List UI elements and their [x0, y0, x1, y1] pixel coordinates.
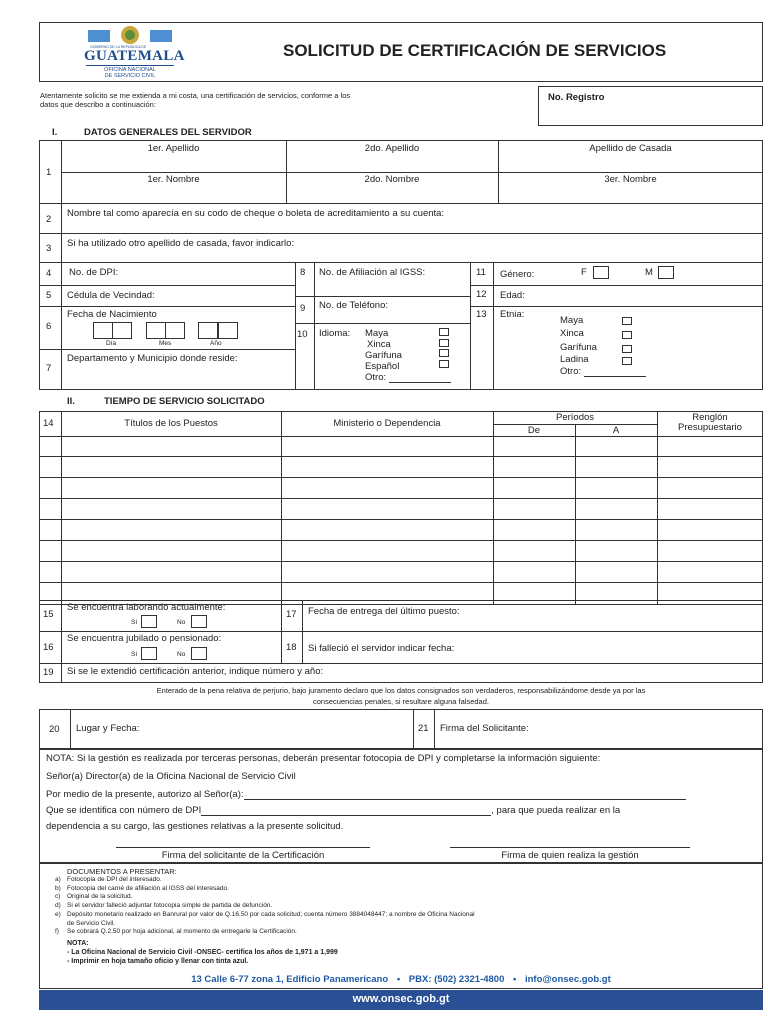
dia-box-1[interactable]: [93, 322, 113, 339]
jubilado-label: Se encuentra jubilado o pensionado:: [67, 633, 222, 644]
etnia-maya: Maya: [560, 315, 584, 326]
idioma-otro-line[interactable]: [389, 373, 451, 383]
sign-left-label: Firma del solicitante de la Certificación: [161, 850, 325, 861]
mes-box-1[interactable]: [146, 322, 166, 339]
logo-top-text: GOBIERNO DE LA REPÚBLICA DE: [90, 45, 147, 49]
footer-sep-1: •: [396, 974, 401, 985]
row8-num: 8: [300, 267, 306, 278]
row19-num: 19: [43, 667, 54, 678]
document-item-text: Fotocopia de DPI del interesado.: [67, 876, 162, 883]
footer-contact: [39, 974, 763, 985]
document-item-letter: f): [55, 928, 59, 936]
igss-label: No. de Afiliación al IGSS:: [319, 267, 426, 278]
mes-box-2[interactable]: [165, 322, 185, 339]
section1-title: DATOS GENERALES DEL SERVIDOR: [84, 127, 252, 138]
idioma-espanol-checkbox[interactable]: [439, 360, 449, 368]
etnia-maya-checkbox[interactable]: [622, 317, 632, 325]
depto-label: Departamento y Municipio donde reside:: [67, 353, 238, 364]
idioma-maya: Maya: [365, 328, 389, 339]
row1-num: 1: [46, 167, 52, 178]
col-periodos: Períodos: [555, 412, 595, 423]
document-item-text: Depósito monetario realizado en Banrural por valor de Q.16.50 por cada solicitud; cuenta número 3884048447; a nombre de Oficina Nacional: [67, 910, 475, 918]
genero-m-label: M: [645, 267, 653, 278]
nota-line4: [46, 805, 620, 816]
document-item-text: Se cobrará Q.2.50 por hoja adicional, al momento de entregarle la Certificación.: [67, 928, 297, 936]
autorizado-line[interactable]: [244, 790, 686, 800]
nombre1-label: 1er. Nombre: [147, 174, 200, 185]
etnia-otro: [560, 366, 646, 377]
document-item-text: Si el servidor falleció adjuntar fotocopia simple de partida de defunción.: [67, 902, 273, 910]
idioma-otro: [365, 372, 451, 383]
row9-num: 9: [300, 303, 306, 314]
edad-label: Edad:: [500, 290, 525, 301]
footer-address: 13 Calle 6-77 zona 1, Edificio Panamericano: [191, 974, 389, 985]
section1-num: I.: [52, 127, 58, 138]
signature-table: [39, 709, 763, 749]
document-item-letter: c): [55, 893, 61, 901]
etnia-garifuna: Garífuna: [560, 342, 597, 353]
cedula-label: Cédula de Vecindad:: [67, 290, 155, 301]
document-item-text: Fotocopia del carné de afiliación al IGSS del interesado.: [67, 884, 229, 892]
row20-num: 20: [49, 724, 60, 735]
genero-label: Género:: [500, 269, 535, 280]
row16-num: 16: [43, 642, 54, 653]
mes-label: Mes: [159, 340, 172, 347]
etnia-xinca-checkbox[interactable]: [622, 331, 632, 339]
idioma-espanol: Español: [365, 361, 400, 372]
jubilado-si: Sí: [131, 651, 138, 658]
row21-num: 21: [418, 723, 429, 734]
nota-line5: dependencia a su cargo, las gestiones relativas a la presente solicitud.: [46, 821, 344, 832]
etnia-ladina-checkbox[interactable]: [622, 357, 632, 365]
fecha-nac-label: Fecha de Nacimiento: [67, 309, 157, 320]
page-title: SOLICITUD DE CERTIFICACIÓN DE SERVICIOS: [283, 41, 667, 60]
declaration-line1: Enterado de la pena relativa de perjurio, bajo juramento declaro que los datos consignados son verdaderos, responsabilizándome desde ya por las: [156, 686, 646, 695]
idioma-xinca: Xinca: [367, 339, 391, 350]
sign-left-line[interactable]: [116, 847, 370, 848]
nota-line3-label: Por medio de la presente, autorizo al Señor(a):: [46, 789, 244, 800]
idioma-label: Idioma:: [319, 328, 351, 339]
logo-line2: DE SERVICIO CIVIL: [104, 73, 156, 79]
service-table: [39, 411, 763, 605]
row2-label: Nombre tal como aparecía en su codo de cheque o boleta de acreditamiento a su cuenta:: [67, 208, 445, 219]
apellido1-label: 1er. Apellido: [147, 143, 200, 154]
nota-line2: Señor(a) Director(a) de la Oficina Nacional de Servicio Civil: [46, 771, 296, 782]
etnia-garifuna-checkbox[interactable]: [622, 345, 632, 353]
intro-line1: Atentamente solicito se me extienda a mi costa, una certificación de servicios, conforme a los: [40, 91, 351, 100]
idioma-garifuna-checkbox[interactable]: [439, 349, 449, 357]
intro-line2: datos que describo a continuación:: [40, 100, 156, 109]
row11-num: 11: [476, 267, 486, 278]
etnia-ladina: Ladina: [560, 354, 589, 365]
document-item-text: de Servicio Civil.: [67, 919, 116, 927]
col-titulos: Títulos de los Puestos: [124, 418, 218, 429]
laborando-label: Se encuentra laborando actualmente:: [67, 602, 226, 613]
row3-num: 3: [46, 243, 52, 254]
section2-num: II.: [67, 396, 75, 407]
col-renglon-1: Renglón: [692, 412, 728, 423]
col-renglon-2: Presupuestario: [678, 422, 742, 433]
etnia-otro-line[interactable]: [584, 367, 646, 377]
apellido2-label: 2do. Apellido: [364, 143, 420, 154]
idioma-garifuna: Garífuna: [365, 350, 402, 361]
document-item-text: Original de la solicitud.: [67, 893, 133, 901]
idioma-otro-label: Otro:: [365, 372, 387, 383]
nombre3-label: 3er. Nombre: [604, 174, 657, 185]
documents-title: DOCUMENTOS A PRESENTAR:: [67, 867, 177, 876]
lugar-fecha-label: Lugar y Fecha:: [76, 723, 140, 734]
logo-line1: OFICINA NACIONAL: [104, 67, 156, 73]
row2-num: 2: [46, 214, 52, 225]
genero-f-checkbox[interactable]: [593, 266, 609, 279]
etnia-label: Etnia:: [500, 309, 525, 320]
document-item-letter: d): [55, 902, 61, 910]
footer-web[interactable]: www.onsec.gob.gt: [352, 993, 450, 1005]
anio-box-1[interactable]: [198, 322, 218, 339]
etnia-otro-label: Otro:: [560, 366, 582, 377]
row4-num: 4: [46, 268, 52, 279]
logo: [80, 24, 185, 80]
dpi-line[interactable]: [201, 806, 491, 816]
anio-box-2[interactable]: [218, 322, 238, 339]
registro-label: No. Registro: [548, 92, 605, 103]
jubilado-no: No: [177, 651, 186, 658]
row5-num: 5: [46, 290, 52, 301]
anio-label: Año: [210, 340, 222, 347]
footer-sep-2: •: [513, 974, 517, 985]
documents-nota-1: - La Oficina Nacional de Servicio Civil -ONSEC- certifica los años de 1,971 a 1,999: [67, 949, 338, 956]
laborando-si-checkbox[interactable]: [141, 615, 157, 628]
nota-line3: [46, 789, 686, 800]
logo-country: GUATEMALA: [84, 48, 185, 64]
genero-f-label: F: [581, 267, 587, 278]
nota-line4b-label: , para que pueda realizar en la: [491, 805, 621, 816]
declaration-line2: consecuencias penales, si resultare alguna falsedad.: [313, 697, 489, 706]
document-item-letter: e): [55, 910, 61, 918]
row7-num: 7: [46, 363, 52, 374]
col-a: A: [612, 425, 620, 436]
col-de: De: [527, 425, 541, 436]
certificacion-anterior-label: Si se le extendió certificación anterior, indique número y año:: [67, 666, 324, 677]
row17-num: 17: [286, 609, 297, 620]
telefono-label: No. de Teléfono:: [319, 300, 389, 311]
row13-num: 13: [476, 309, 487, 320]
row6-num: 6: [46, 321, 52, 332]
dia-label: Día: [106, 340, 117, 347]
row10-num: 10: [297, 329, 308, 340]
jubilado-si-checkbox[interactable]: [141, 647, 157, 660]
laborando-no: No: [177, 619, 186, 626]
document-item-letter: b): [55, 884, 61, 892]
nombre2-label: 2do. Nombre: [364, 174, 420, 185]
sign-right-label: Firma de quien realiza la gestión: [501, 850, 639, 861]
nota-line4a-label: Que se identifica con número de DPI: [46, 805, 202, 816]
fallecio-label: Si falleció el servidor indicar fecha:: [308, 643, 455, 654]
documents-nota-title: NOTA:: [67, 940, 89, 947]
row12-num: 12: [476, 289, 487, 300]
fecha-entrega-label: Fecha de entrega del último puesto:: [308, 606, 460, 617]
apellido-casada-label: Apellido de Casada: [589, 143, 672, 154]
sign-right-line[interactable]: [450, 847, 690, 848]
row14-num: 14: [43, 418, 54, 429]
document-item-letter: a): [55, 876, 61, 883]
dpi-label: No. de DPI:: [69, 267, 119, 278]
genero-m-checkbox[interactable]: [658, 266, 674, 279]
row3-label: Si ha utilizado otro apellido de casada, favor indicarlo:: [67, 238, 295, 249]
nota-line1: NOTA: Si la gestión es realizada por terceras personas, deberán presentar fotocopia de DPI y completarse la información siguiente:: [46, 753, 601, 764]
section2-title: TIEMPO DE SERVICIO SOLICITADO: [104, 396, 265, 407]
logo-rule: [86, 65, 174, 66]
row18-num: 18: [286, 642, 297, 653]
idioma-maya-checkbox[interactable]: [439, 328, 449, 336]
col-ministerio: Ministerio o Dependencia: [333, 418, 441, 429]
idioma-xinca-checkbox[interactable]: [439, 339, 449, 347]
coat-of-arms-icon: [80, 24, 180, 46]
documents-nota-2: - Imprimir en hoja tamaño oficio y llenar con tinta azul.: [67, 958, 249, 965]
footer-phone: PBX: (502) 2321-4800: [408, 974, 505, 985]
laborando-si: Sí: [131, 619, 138, 626]
footer-email[interactable]: info@onsec.gob.gt: [524, 974, 611, 985]
firma-solicitante-label: Firma del Solicitante:: [440, 723, 529, 734]
laborando-no-checkbox[interactable]: [191, 615, 207, 628]
row15-num: 15: [43, 609, 54, 620]
jubilado-no-checkbox[interactable]: [191, 647, 207, 660]
dia-box-2[interactable]: [112, 322, 132, 339]
etnia-xinca: Xinca: [560, 328, 584, 339]
